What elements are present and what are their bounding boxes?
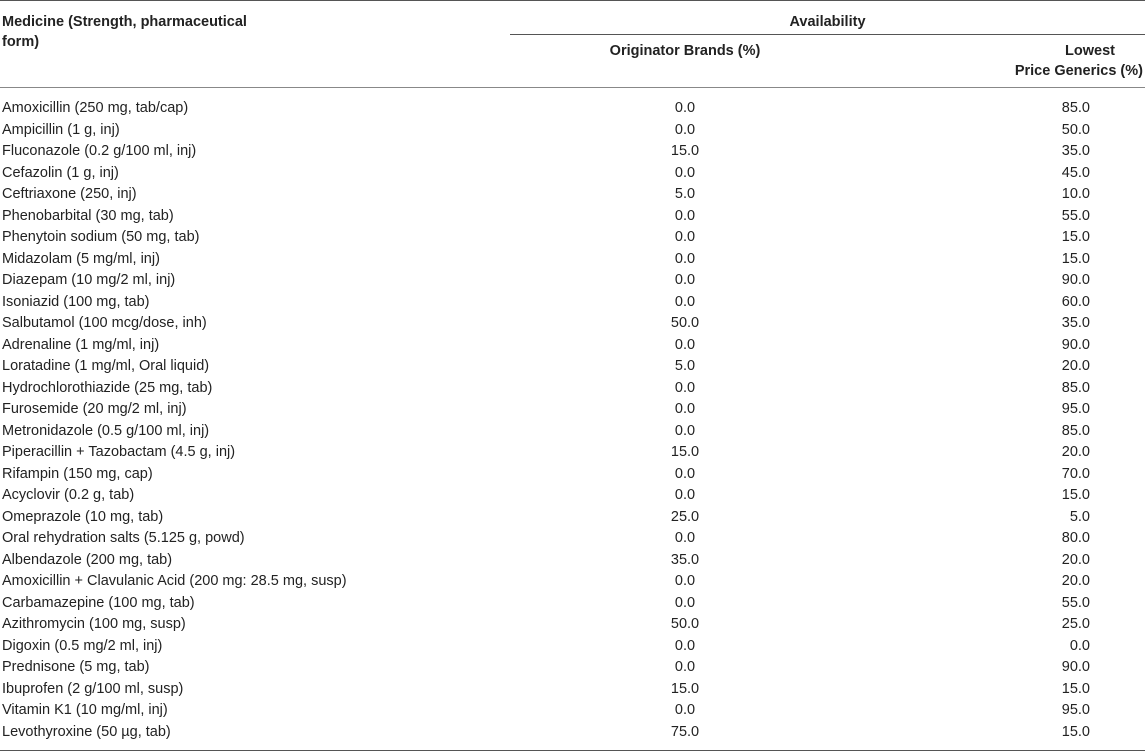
cell-lowest-price-generics: 15.0 (1061, 680, 1090, 697)
cell-lowest-price-generics: 60.0 (1061, 293, 1090, 310)
table-row (0, 313, 1145, 335)
cell-medicine: Acyclovir (0.2 g, tab) (2, 487, 135, 503)
table-row (0, 292, 1145, 314)
header-lowest-price-generics (860, 35, 1145, 88)
table-row (0, 700, 1145, 722)
cell-originator-brands: 0.0 (674, 379, 696, 396)
cell-medicine: Hydrochlorothiazide (25 mg, tab) (2, 379, 213, 396)
cell-originator-brands: 0.0 (674, 594, 696, 611)
cell-medicine: Diazepam (10 mg/2 ml, inj) (2, 272, 176, 288)
cell-medicine: Oral rehydration salts (5.125 g, powd) (2, 530, 245, 546)
table-row (0, 593, 1145, 615)
cell-originator-brands: 15.0 (670, 680, 700, 697)
cell-originator-brands: 50.0 (670, 616, 700, 632)
table-row (0, 206, 1145, 228)
cell-medicine: Ceftriaxone (250, inj) (2, 186, 137, 202)
table-row (0, 507, 1145, 529)
cell-medicine: Piperacillin + Tazobactam (4.5 g, inj) (2, 444, 236, 460)
cell-medicine: Prednisone (5 mg, tab) (2, 659, 150, 675)
table-row (0, 120, 1145, 142)
cell-medicine: Albendazole (200 mg, tab) (2, 551, 173, 568)
header-generics-line2: Price Generics (%) (1014, 63, 1143, 79)
cell-medicine: Digoxin (0.5 mg/2 ml, inj) (2, 637, 163, 654)
cell-medicine: Phenytoin sodium (50 mg, tab) (2, 229, 200, 245)
cell-medicine: Vitamin K1 (10 mg/ml, inj) (2, 702, 168, 718)
cell-originator-brands: 0.0 (674, 487, 696, 503)
cell-lowest-price-generics: 90.0 (1061, 659, 1090, 675)
table-row (0, 335, 1145, 357)
cell-medicine: Amoxicillin + Clavulanic Acid (200 mg: 28.5 mg, susp) (2, 573, 347, 589)
cell-lowest-price-generics: 15.0 (1061, 487, 1090, 503)
table-row (0, 464, 1145, 486)
cell-originator-brands: 0.0 (674, 422, 696, 439)
cell-originator-brands: 0.0 (674, 250, 696, 267)
cell-medicine: Azithromycin (100 mg, susp) (2, 616, 186, 632)
cell-lowest-price-generics: 85.0 (1061, 379, 1090, 396)
cell-lowest-price-generics: 20.0 (1061, 358, 1090, 374)
table-row (0, 528, 1145, 550)
cell-lowest-price-generics: 85.0 (1061, 422, 1090, 439)
cell-lowest-price-generics: 35.0 (1061, 143, 1090, 159)
cell-medicine: Metronidazole (0.5 g/100 ml, inj) (2, 422, 210, 439)
cell-lowest-price-generics: 95.0 (1061, 702, 1090, 718)
table-row (0, 442, 1145, 464)
cell-lowest-price-generics: 20.0 (1061, 573, 1090, 589)
cell-medicine: Amoxicillin (250 mg, tab/cap) (2, 100, 189, 116)
table-row (0, 399, 1145, 421)
top-rule (0, 0, 1145, 1)
cell-originator-brands: 5.0 (674, 186, 696, 202)
cell-originator-brands: 0.0 (674, 229, 696, 245)
cell-medicine: Rifampin (150 mg, cap) (2, 465, 153, 482)
cell-lowest-price-generics: 90.0 (1061, 336, 1090, 353)
cell-medicine: Cefazolin (1 g, inj) (2, 164, 119, 181)
table-row (0, 141, 1145, 163)
cell-medicine: Midazolam (5 mg/ml, inj) (2, 250, 160, 267)
cell-originator-brands: 0.0 (674, 637, 696, 654)
cell-medicine: Loratadine (1 mg/ml, Oral liquid) (2, 358, 210, 374)
cell-originator-brands: 0.0 (674, 659, 696, 675)
cell-lowest-price-generics: 55.0 (1061, 207, 1090, 224)
table-body (0, 88, 1145, 744)
bottom-rule (0, 750, 1145, 751)
table-row (0, 485, 1145, 507)
cell-lowest-price-generics: 10.0 (1061, 186, 1090, 202)
table-row (0, 421, 1145, 443)
cell-medicine: Phenobarbital (30 mg, tab) (2, 207, 174, 224)
header-availability: Availability (510, 0, 1145, 35)
cell-originator-brands: 0.0 (674, 465, 696, 482)
table-row (0, 679, 1145, 701)
cell-originator-brands: 0.0 (674, 293, 696, 310)
cell-medicine: Ampicillin (1 g, inj) (2, 121, 120, 138)
cell-originator-brands: 15.0 (670, 444, 700, 460)
cell-originator-brands: 15.0 (670, 143, 700, 159)
table-row (0, 227, 1145, 249)
cell-originator-brands: 0.0 (674, 121, 696, 138)
cell-lowest-price-generics: 55.0 (1061, 594, 1090, 611)
table-row (0, 636, 1145, 658)
table-row (0, 184, 1145, 206)
cell-lowest-price-generics: 15.0 (1061, 250, 1090, 267)
cell-originator-brands: 0.0 (674, 702, 696, 718)
table-row (0, 88, 1145, 120)
header-generics-line1: Lowest (1065, 43, 1115, 59)
cell-medicine: Isoniazid (100 mg, tab) (2, 293, 150, 310)
table-row (0, 356, 1145, 378)
table-row (0, 571, 1145, 593)
cell-originator-brands: 5.0 (674, 358, 696, 374)
table-row (0, 249, 1145, 271)
cell-lowest-price-generics: 5.0 (1069, 508, 1090, 525)
cell-lowest-price-generics: 95.0 (1061, 401, 1090, 417)
cell-originator-brands: 0.0 (674, 401, 696, 417)
header-medicine: Medicine (Strength, pharmaceutical form) (2, 14, 247, 50)
cell-originator-brands: 0.0 (674, 272, 696, 288)
cell-medicine: Ibuprofen (2 g/100 ml, susp) (2, 680, 184, 697)
cell-medicine: Furosemide (20 mg/2 ml, inj) (2, 401, 187, 417)
cell-medicine: Carbamazepine (100 mg, tab) (2, 594, 195, 611)
cell-originator-brands: 75.0 (670, 723, 700, 740)
cell-lowest-price-generics: 90.0 (1061, 272, 1090, 288)
cell-originator-brands: 25.0 (670, 508, 700, 525)
cell-originator-brands: 0.0 (674, 207, 696, 224)
cell-lowest-price-generics: 20.0 (1061, 551, 1090, 568)
cell-originator-brands: 35.0 (670, 551, 700, 568)
cell-originator-brands: 0.0 (674, 573, 696, 589)
cell-originator-brands: 50.0 (670, 315, 700, 331)
cell-lowest-price-generics: 0.0 (1069, 637, 1090, 654)
cell-medicine: Adrenaline (1 mg/ml, inj) (2, 336, 160, 353)
header-originator-brands: Originator Brands (%) (609, 43, 761, 59)
table-row (0, 550, 1145, 572)
cell-originator-brands: 0.0 (674, 530, 696, 546)
table-row (0, 722, 1145, 744)
cell-lowest-price-generics: 20.0 (1061, 444, 1090, 460)
cell-lowest-price-generics: 45.0 (1061, 164, 1090, 181)
table-row (0, 657, 1145, 679)
cell-lowest-price-generics: 50.0 (1061, 121, 1090, 138)
table-row (0, 614, 1145, 636)
cell-medicine: Omeprazole (10 mg, tab) (2, 508, 164, 525)
cell-medicine: Levothyroxine (50 µg, tab) (2, 723, 171, 740)
cell-originator-brands: 0.0 (674, 164, 696, 181)
cell-originator-brands: 0.0 (674, 336, 696, 353)
table-header (0, 0, 1145, 88)
cell-lowest-price-generics: 25.0 (1061, 616, 1090, 632)
cell-lowest-price-generics: 35.0 (1061, 315, 1090, 331)
cell-lowest-price-generics: 70.0 (1061, 465, 1090, 482)
cell-medicine: Fluconazole (0.2 g/100 ml, inj) (2, 143, 197, 159)
table-row (0, 163, 1145, 185)
cell-originator-brands: 0.0 (674, 100, 696, 116)
cell-lowest-price-generics: 80.0 (1061, 530, 1090, 546)
cell-lowest-price-generics: 15.0 (1061, 229, 1090, 245)
table-row (0, 270, 1145, 292)
cell-medicine: Salbutamol (100 mcg/dose, inh) (2, 315, 207, 331)
table-row (0, 378, 1145, 400)
cell-lowest-price-generics: 85.0 (1061, 100, 1090, 116)
cell-lowest-price-generics: 15.0 (1061, 723, 1090, 740)
